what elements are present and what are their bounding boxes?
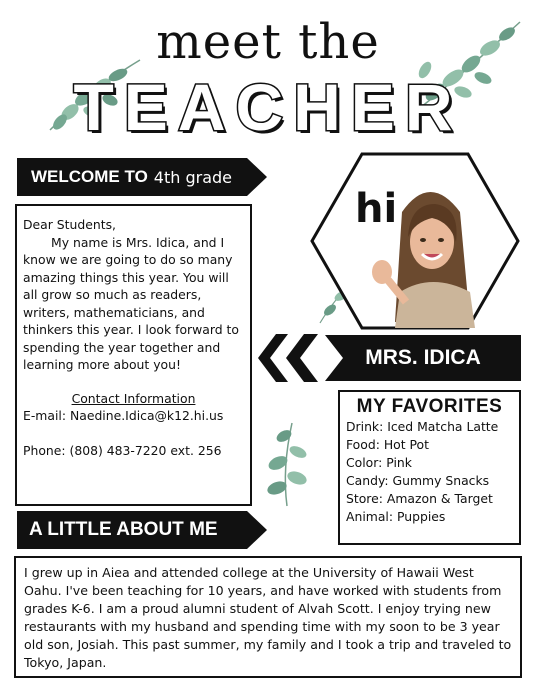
welcome-label: WELCOME TO [31,167,148,186]
welcome-banner-arrow [247,158,267,196]
hi-speech-text: hi [355,186,398,232]
welcome-letter-box [15,204,252,506]
favorite-item: Animal: Puppies [346,509,446,524]
email-line: E-mail: Naedine.Idica@k12.hi.us [23,408,224,423]
favorite-item: Food: Hot Pot [346,437,429,452]
about-banner-arrow [247,511,267,549]
letter-body: My name is Mrs. Idica, and I know we are going to do so many amazing things this year. You will all grow so much as readers, writers, mathematicians, and thinkers this year. I look forward to spending the year together and learning more about you! [23,234,239,372]
about-me-text: I grew up in Aiea and attended college at the University of Hawaii West Oahu. I've been teaching for 10 years, and have worked with students from grades K-6. I am a proud alumni student of Alvah Scott. I enjoy trying new restaurants with my husband and spending time with my soon to be 3 year old son, Josiah. This past summer, my family and I took a trip and traveled to Tokyo, Japan. [24,565,512,670]
contact-heading: Contact Information [71,390,196,406]
favorites-box [338,390,521,545]
about-me-banner [17,511,247,549]
favorite-item: Candy: Gummy Snacks [346,473,490,488]
teacher-title: TEACHER [73,70,463,144]
about-me-label: A LITTLE ABOUT ME [29,519,218,540]
grade-label: 4th grade [153,167,233,187]
favorite-item: Drink: Iced Matcha Latte [346,419,499,434]
favorites-title: MY FAVORITES [356,396,503,417]
name-banner-notch [325,335,343,381]
meet-the-title: meet the [156,14,380,70]
welcome-banner [17,158,247,196]
letter-greeting: Dear Students, [23,217,116,232]
eucalyptus-middle-decoration [252,418,322,508]
about-me-box [14,556,522,678]
favorite-item: Store: Amazon & Target [346,491,493,506]
teacher-name: MRS. IDICA [365,346,481,369]
phone-line: Phone: (808) 483-7220 ext. 256 [23,442,222,458]
favorite-item: Color: Pink [346,455,412,470]
portrait-hexagon [310,152,520,330]
chevron-left-icon [258,334,322,382]
teacher-name-banner [325,335,521,381]
